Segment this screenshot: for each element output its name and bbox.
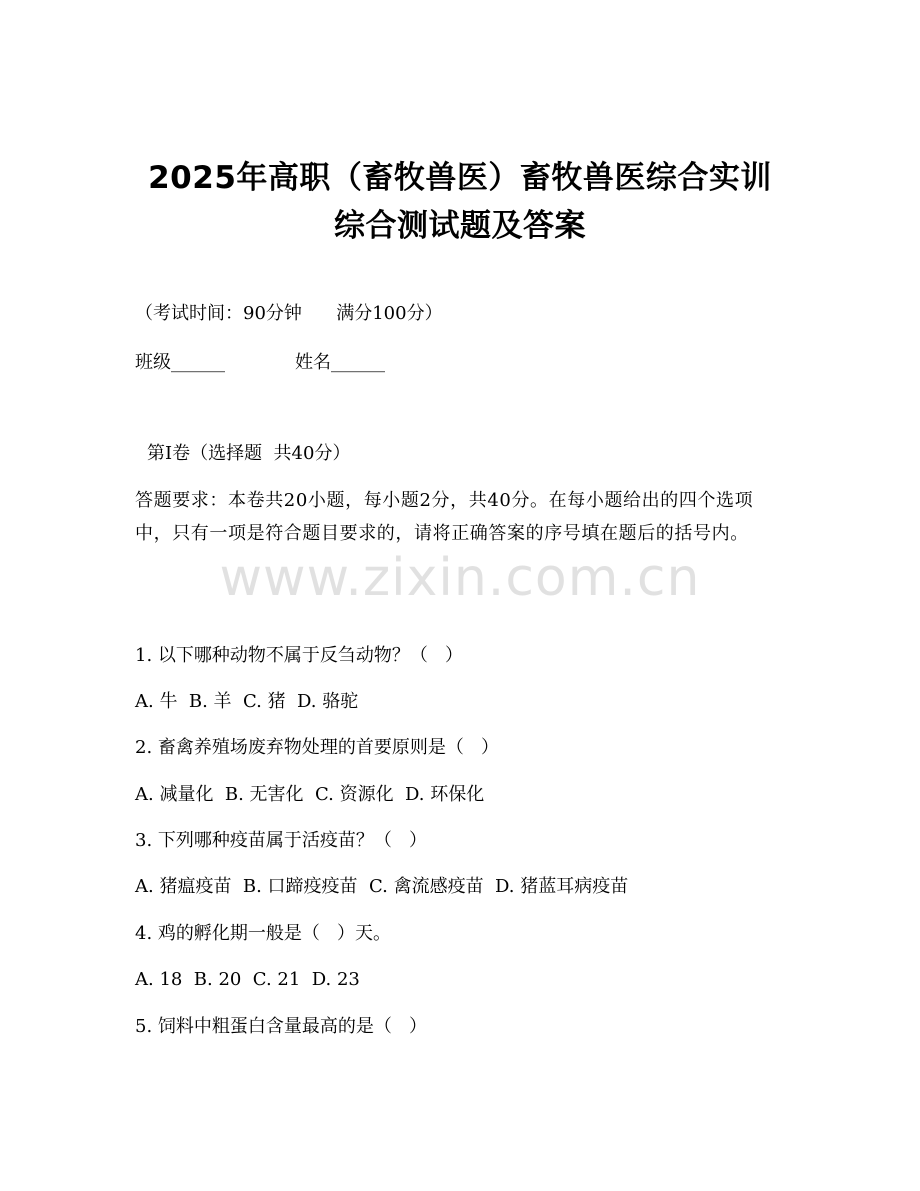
question-4-options: A. 18 B. 20 C. 21 D. 23 xyxy=(135,969,360,990)
name-field: 姓名______ xyxy=(295,352,385,373)
section-heading: 第I卷（选择题 共40分） xyxy=(147,443,351,464)
question-2-stem: 2. 畜禽养殖场废弃物处理的首要原则是（ ） xyxy=(135,737,500,758)
document-title-line-1: 2025年高职（畜牧兽医）畜牧兽医综合实训 xyxy=(148,160,772,196)
exam-info: （考试时间：90分钟 满分100分） xyxy=(135,303,443,324)
section-instructions: 答题要求：本卷共20小题，每小题2分，共40分。在每小题给出的四个选项中，只有一项是符合题目要求的，请将正确答案的序号填在题后的括号内。 xyxy=(135,490,754,544)
question-2-options: A. 减量化 B. 无害化 C. 资源化 D. 环保化 xyxy=(135,784,485,805)
watermark: www.zixin.com.cn xyxy=(219,548,701,608)
question-1-options: A. 牛 B. 羊 C. 猪 D. 骆驼 xyxy=(135,691,359,712)
class-field: 班级______ xyxy=(135,352,225,373)
question-3-stem: 3. 下列哪种疫苗属于活疫苗？（ ） xyxy=(135,830,428,851)
question-4-stem: 4. 鸡的孵化期一般是（ ）天。 xyxy=(135,923,392,944)
question-3-options: A. 猪瘟疫苗 B. 口蹄疫疫苗 C. 禽流感疫苗 D. 猪蓝耳病疫苗 xyxy=(135,876,629,897)
question-1-stem: 1. 以下哪种动物不属于反刍动物？（ ） xyxy=(135,645,464,666)
document-title-line-2: 综合测试题及答案 xyxy=(334,208,586,244)
question-5-stem: 5. 饲料中粗蛋白含量最高的是（ ） xyxy=(135,1016,428,1037)
